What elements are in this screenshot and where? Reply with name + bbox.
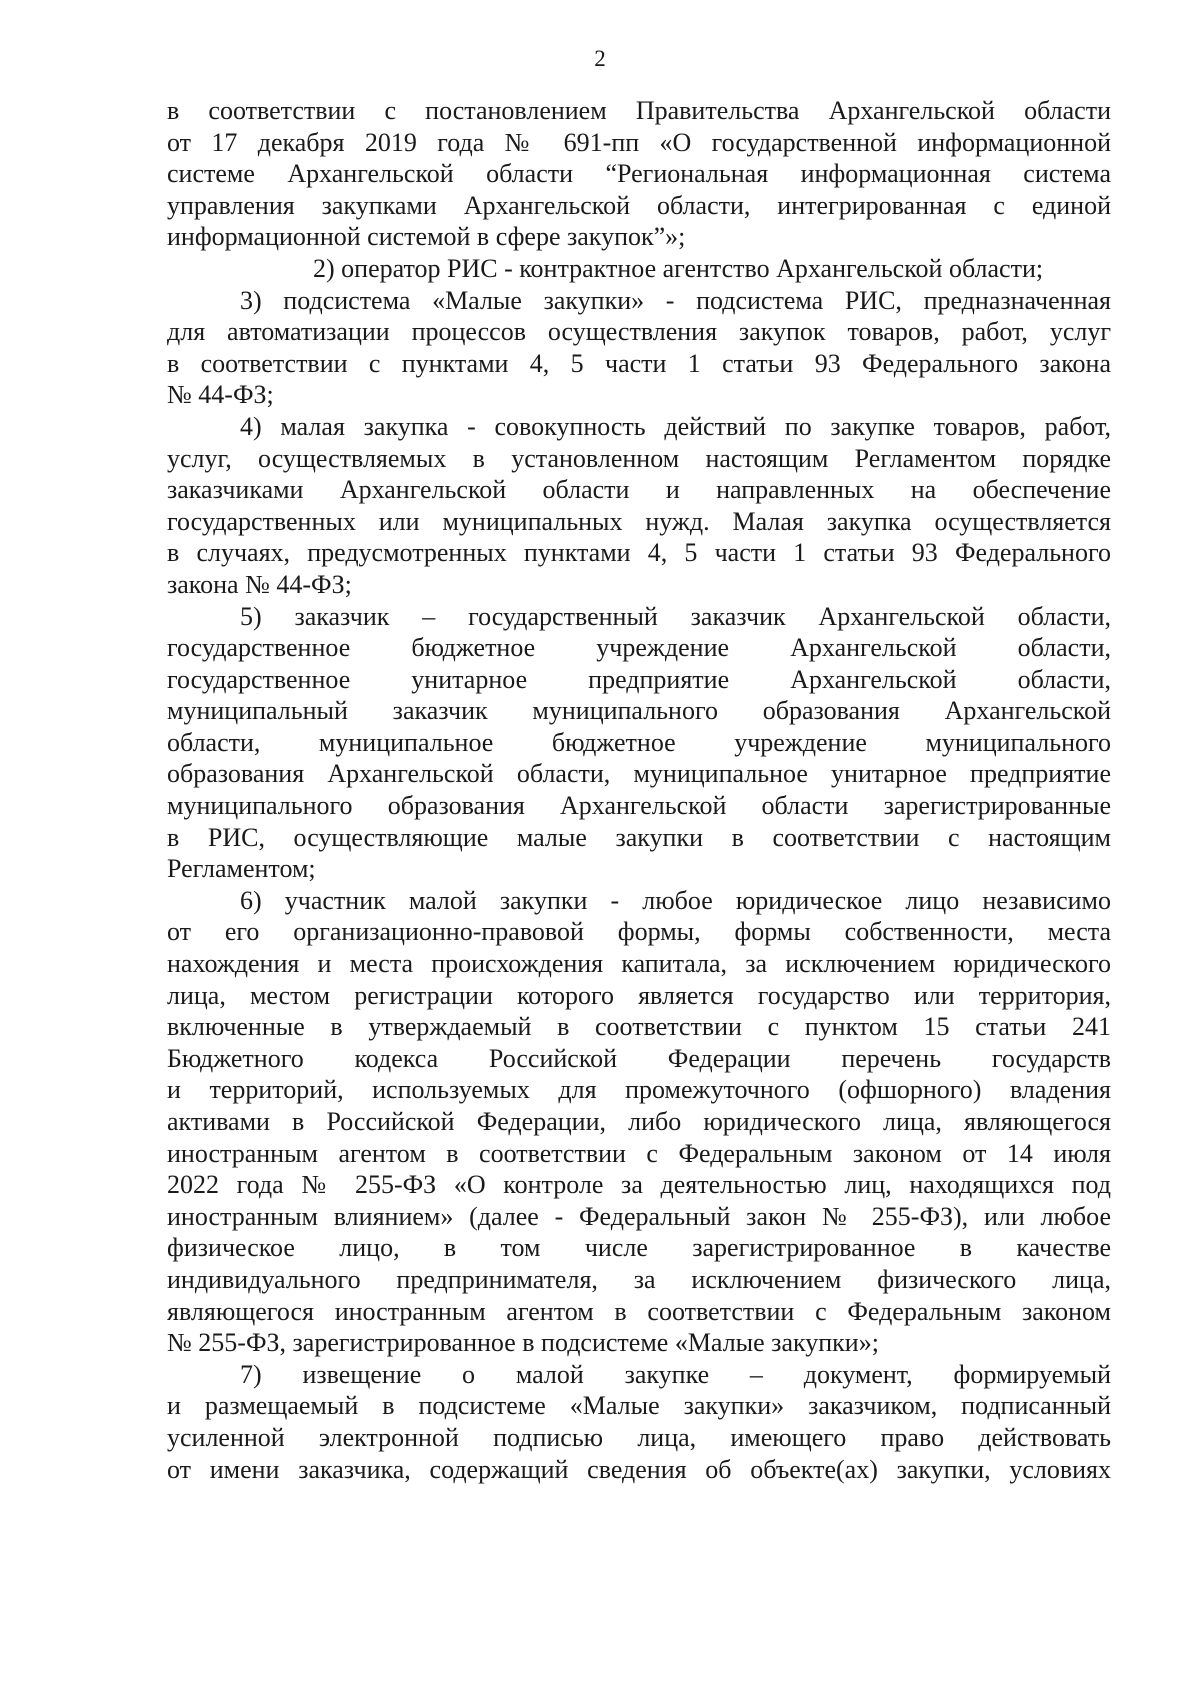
- text-line: государственное унитарное предприятие Архангельской области,: [167, 664, 1111, 694]
- text-line: Регламентом;: [167, 854, 316, 884]
- text-line: в РИС, осуществляющие малые закупки в соответствии с настоящим: [167, 822, 1111, 852]
- text-line: муниципальный заказчик муниципального образования Архангельской: [167, 696, 1111, 726]
- document-body: [167, 95, 1111, 1485]
- text-line: от его организационно-правовой формы, формы собственности, места: [167, 917, 1111, 947]
- text-line: индивидуального предпринимателя, за исключением физического лица,: [167, 1264, 1111, 1294]
- text-line: иностранным влиянием» (далее - Федеральный закон № 255-ФЗ), или любое: [167, 1201, 1111, 1231]
- text-line: активами в Российской Федерации, либо юридического лица, являющегося: [167, 1107, 1111, 1136]
- text-line: нахождения и места происхождения капитала, за исключением юридического: [167, 949, 1111, 979]
- text-line: физическое лицо, в том числе зарегистрированное в качестве: [167, 1233, 1111, 1263]
- text-line: в случаях, предусмотренных пунктами 4, 5 части 1 статьи 93 Федерального: [167, 538, 1111, 568]
- paragraph-item-7: [167, 1359, 1111, 1485]
- text-line: и территорий, используемых для промежуточного (офшорного) владения: [167, 1075, 1111, 1105]
- text-line: услуг, осуществляемых в установленном настоящим Регламентом порядке: [167, 443, 1111, 473]
- text-line: информационной системой в сфере закупок”»;: [167, 222, 686, 252]
- text-line: для автоматизации процессов осуществления закупок товаров, работ, услуг: [167, 317, 1111, 347]
- text-line: 2022 года № 255-ФЗ «О контроле за деятельностью лиц, находящихся под: [167, 1170, 1111, 1200]
- text-line: системе Архангельской области “Региональная информационная система: [167, 159, 1111, 189]
- text-line: № 255-ФЗ, зарегистрированное в подсистеме «Малые закупки»;: [167, 1328, 879, 1358]
- text-line: включенные в утверждаемый в соответствии с пунктом 15 статьи 241: [167, 1012, 1111, 1042]
- text-line: 5) заказчик – государственный заказчик Архангельской области,: [240, 601, 1111, 631]
- paragraph-item-2: [167, 253, 1111, 285]
- paragraph-item-4: [167, 411, 1111, 601]
- text-line: в соответствии с пунктами 4, 5 части 1 статьи 93 Федерального закона: [167, 348, 1111, 378]
- text-line: области, муниципальное бюджетное учреждение муниципального: [167, 727, 1111, 757]
- paragraph-item-5: [167, 601, 1111, 885]
- text-line: государственных или муниципальных нужд. Малая закупка осуществляется: [167, 506, 1111, 536]
- text-line: в соответствии с постановлением Правительства Архангельской области: [167, 96, 1111, 125]
- text-line: заказчиками Архангельской области и направленных на обеспечение: [167, 475, 1111, 505]
- text-line: 6) участник малой закупки - любое юридическое лицо независимо: [240, 885, 1111, 915]
- text-line: от имени заказчика, содержащий сведения об объекте(ах) закупки, условиях: [167, 1454, 1111, 1484]
- text-line: от 17 декабря 2019 года № 691-пп «О государственной информационной: [167, 127, 1111, 157]
- text-line: лица, местом регистрации которого является государство или территория,: [167, 980, 1111, 1010]
- text-line: 4) малая закупка - совокупность действий по закупке товаров, работ,: [240, 411, 1111, 441]
- text-line: управления закупками Архангельской области, интегрированная с единой: [167, 190, 1111, 220]
- text-line: закона № 44-ФЗ;: [167, 569, 352, 599]
- text-line: усиленной электронной подписью лица, имеющего право действовать: [167, 1422, 1111, 1452]
- paragraph-item-3: [167, 285, 1111, 411]
- text-line: иностранным агентом в соответствии с Федеральным законом от 14 июля: [167, 1138, 1111, 1168]
- text-line: являющегося иностранным агентом в соответствии с Федеральным законом: [167, 1296, 1111, 1326]
- paragraph-continuation: [167, 95, 1111, 253]
- text-line: и размещаемый в подсистеме «Малые закупки» заказчиком, подписанный: [167, 1391, 1111, 1421]
- text-line: муниципального образования Архангельской области зарегистрированные: [167, 791, 1111, 821]
- text-line: 7) извещение о малой закупке – документ, формируемый: [240, 1359, 1111, 1389]
- paragraph-item-6: [167, 885, 1111, 1359]
- text-line: 3) подсистема «Малые закупки» - подсистема РИС, предназначенная: [240, 285, 1111, 315]
- text-line: № 44-ФЗ;: [167, 380, 274, 410]
- text-line: Бюджетного кодекса Российской Федерации перечень государств: [167, 1043, 1111, 1073]
- text-line: образования Архангельской области, муниципальное унитарное предприятие: [167, 759, 1111, 789]
- text-line: 2) оператор РИС - контрактное агентство Архангельской области;: [313, 253, 1044, 283]
- text-line: государственное бюджетное учреждение Архангельской области,: [167, 633, 1111, 663]
- page-number: 2: [594, 46, 606, 71]
